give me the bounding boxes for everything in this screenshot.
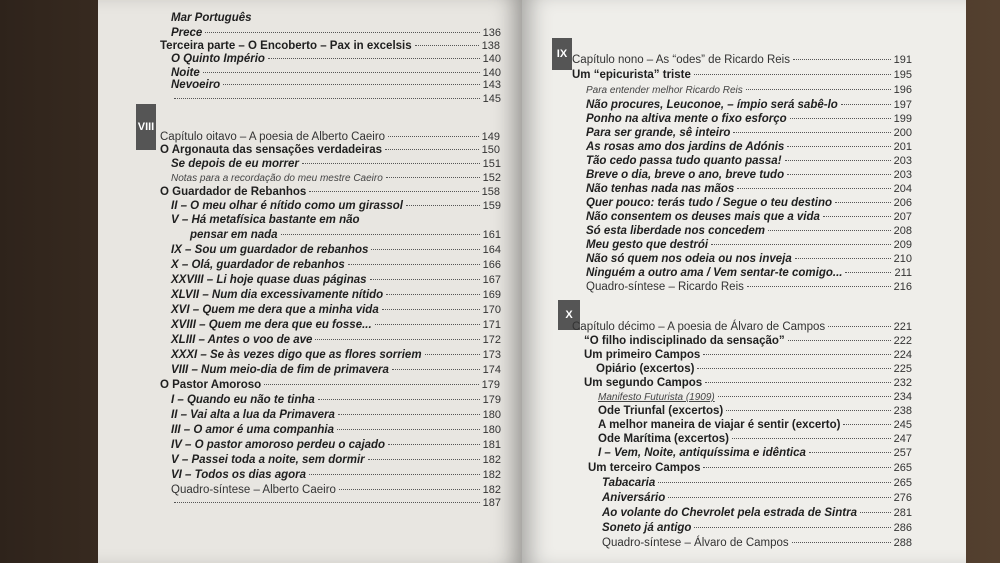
toc-entry [586,182,912,196]
toc-entry [602,536,912,550]
toc-entry [588,461,912,475]
toc-entry [171,243,501,257]
toc-entry [171,496,501,510]
dot-leader [793,59,891,60]
dot-leader [309,474,480,475]
toc-entry [171,453,501,467]
dot-leader [788,340,891,341]
toc-page-number: 265 [893,477,912,489]
chapter-badge-ix: IX [552,38,572,70]
toc-page-number: 145 [482,93,501,105]
right-page [522,0,966,563]
toc-page-number: 197 [893,99,912,111]
toc-entry-title: X – Olá, guardador de rebanhos [171,259,345,271]
dot-leader [843,424,890,425]
toc-entry-title: Quadro-síntese – Alberto Caeiro [171,484,336,496]
dot-leader [368,459,480,460]
dot-leader [747,286,891,287]
toc-entry [598,404,912,418]
toc-entry-title: Um segundo Campos [584,377,703,389]
toc-entry [602,506,912,520]
dot-leader [406,205,480,206]
toc-page-number: 166 [482,259,501,271]
toc-entry-title: I – Quando eu não te tinha [171,394,315,406]
toc-entry-title: A melhor maneira de viajar é sentir (excerto) [598,419,841,431]
toc-entry-title: VI – Todos os dias agora [171,469,307,481]
dot-leader [388,136,479,137]
toc-entry [586,238,912,252]
toc-page-number: 143 [482,79,501,91]
toc-page-number: 159 [482,200,501,212]
dot-leader [382,309,480,310]
toc-entry-title: Manifesto Futurista (1909) [598,392,715,403]
dot-leader [790,118,891,119]
toc-page-number: 195 [893,69,912,81]
dot-leader [787,174,891,175]
toc-entry-title: XXVIII – Li hoje quase duas páginas [171,274,367,286]
toc-page-number: 209 [893,239,912,251]
dot-leader [718,396,891,397]
toc-page-number: 150 [481,144,500,156]
toc-page-number: 170 [482,304,501,316]
toc-entry [602,521,912,535]
toc-page-number: 257 [893,447,912,459]
toc-entry-title: Mar Português [171,12,252,24]
toc-entry-title: XXXI – Se às vezes digo que as flores sorriem [171,349,422,361]
toc-entry [171,213,360,227]
toc-entry-title: Um terceiro Campos [588,462,701,474]
toc-entry-title: II – O meu olhar é nítido como um girassol [171,200,403,212]
toc-page-number: 179 [482,394,501,406]
dot-leader [733,132,890,133]
toc-page-number: 222 [893,335,912,347]
toc-page-number: 216 [893,281,912,293]
toc-entry-title: Para entender melhor Ricardo Reis [586,85,743,96]
toc-page-number: 196 [893,84,912,96]
toc-entry-title: Um “epicurista” triste [572,69,691,81]
toc-entry-title: Capítulo décimo – A poesia de Álvaro de Campos [572,321,826,333]
toc-entry [598,418,912,432]
toc-page-number: 152 [482,172,501,184]
toc-page-number: 208 [893,225,912,237]
toc-page-number: 286 [893,522,912,534]
dot-leader [792,542,891,543]
toc-entry-title: Para ser grande, sê inteiro [586,127,731,139]
toc-entry-title: “O filho indisciplinado da sensação” [584,335,785,347]
toc-page-number: 138 [481,40,500,52]
toc-page-number: 167 [482,274,501,286]
toc-page-number: 232 [893,377,912,389]
toc-entry-title: Quadro-síntese – Álvaro de Campos [602,537,789,549]
dot-leader [315,339,479,340]
toc-entry-title: Tabacaria [602,477,656,489]
toc-entry-title: I – Vem, Noite, antiquíssima e idêntica [598,447,806,459]
toc-entry-title: Nevoeiro [171,79,221,91]
toc-entry-title: Só esta liberdade nos concedem [586,225,765,237]
toc-entry-title: II – Vai alta a lua da Primavera [171,409,335,421]
toc-entry [171,318,501,332]
toc-entry-title: O Argonauta das sensações verdadeiras [160,144,383,156]
dot-leader [386,177,480,178]
dot-leader [694,527,890,528]
toc-entry-title: Não procures, Leuconoe, – ímpio será sabê-lo [586,99,838,111]
toc-page-number: 224 [893,349,912,361]
toc-page-number: 180 [482,424,501,436]
toc-page-number: 182 [482,454,501,466]
toc-entry-title: Soneto já antigo [602,522,692,534]
dot-leader [694,74,891,75]
toc-entry [171,333,501,347]
toc-entry-title: XLVII – Num dia excessivamente nítido [171,289,384,301]
toc-page-number: 180 [482,409,501,421]
toc-page-number: 276 [893,492,912,504]
toc-entry-title: V – Passei toda a noite, sem dormir [171,454,365,466]
toc-page-number: 164 [482,244,501,256]
toc-page-number: 151 [482,158,501,170]
dot-leader [302,163,480,164]
dot-leader [845,272,891,273]
toc-page-number: 210 [893,253,912,265]
toc-entry-title: Se depois de eu morrer [171,158,299,170]
toc-page-number: 191 [893,54,912,66]
dot-leader [835,202,891,203]
toc-entry-title: Ao volante do Chevrolet pela estrada de Sintra [602,507,857,519]
toc-entry [586,112,912,126]
toc-entry-title: As rosas amo dos jardins de Adónis [586,141,785,153]
toc-entry-title: Breve o dia, breve o ano, breve tudo [586,169,785,181]
toc-entry [584,376,912,390]
chapter-badge-viii: VIII [136,104,156,150]
toc-entry [598,446,912,460]
toc-page-number: 149 [481,131,500,143]
toc-entry [171,423,501,437]
toc-page-number: 179 [481,379,500,391]
toc-entry-title: Meu gesto que destrói [586,239,709,251]
toc-entry [572,320,912,334]
toc-entry [171,78,501,92]
toc-entry-title: O Guardador de Rebanhos [160,186,307,198]
toc-page-number: 182 [482,484,501,496]
toc-page-number: 211 [894,267,912,279]
dot-leader [828,326,890,327]
toc-entry-title: Ode Marítima (excertos) [598,433,730,445]
dot-leader [392,369,480,370]
toc-page-number: 182 [482,469,501,481]
toc-entry [171,273,501,287]
dot-leader [697,368,890,369]
toc-entry [572,53,912,67]
toc-page-number: 199 [893,113,912,125]
toc-entry [171,363,501,377]
toc-entry [586,280,912,294]
toc-entry-title: Opiário (excertos) [596,363,695,375]
toc-entry-title: IX – Sou um guardador de rebanhos [171,244,369,256]
toc-entry [171,11,252,25]
toc-entry [160,39,500,53]
toc-page-number: 203 [893,169,912,181]
dot-leader [348,264,480,265]
toc-entry-title: Tão cedo passa tudo quanto passa! [586,155,782,167]
toc-page-number: 206 [893,197,912,209]
toc-page-number: 187 [482,497,501,509]
toc-entry [160,185,500,199]
dot-leader [703,354,890,355]
toc-entry [160,378,500,392]
toc-page-number: 169 [482,289,501,301]
toc-entry [171,393,501,407]
toc-entry [598,390,912,405]
toc-entry-title: Capítulo nono – As “odes” de Ricardo Reis [572,54,790,66]
toc-entry [586,83,912,98]
toc-entry-title: Quadro-síntese – Ricardo Reis [586,281,744,293]
dot-leader [375,324,480,325]
dot-leader [337,429,480,430]
toc-entry-title: pensar em nada [190,229,278,241]
toc-page-number: 201 [893,141,912,153]
toc-entry-title: Noite [171,67,200,79]
dot-leader [174,98,480,99]
toc-entry [586,98,912,112]
toc-entry-title: Ode Triunfal (excertos) [598,405,724,417]
dot-leader [339,489,480,490]
toc-entry [586,140,912,154]
toc-page-number: 161 [482,229,501,241]
dot-leader [705,382,890,383]
toc-entry-title: III – O amor é uma companhia [171,424,334,436]
toc-entry-title: Prece [171,27,203,39]
dot-leader [174,502,480,503]
toc-entry [572,68,912,82]
dot-leader [823,216,891,217]
toc-entry [586,126,912,140]
dot-leader [726,410,890,411]
toc-entry [171,199,501,213]
toc-page-number: 245 [893,419,912,431]
toc-entry [171,288,501,302]
toc-page-number: 203 [893,155,912,167]
dot-leader [795,258,891,259]
toc-entry-title: O Pastor Amoroso [160,379,262,391]
toc-page-number: 172 [482,334,501,346]
dot-leader [371,249,479,250]
toc-entry-title: Não só quem nos odeia ou nos inveja [586,253,792,265]
toc-entry [171,157,501,171]
dot-leader [309,191,478,192]
dot-leader [415,45,479,46]
toc-entry [160,130,500,144]
dot-leader [205,32,479,33]
toc-page-number: 288 [893,537,912,549]
toc-entry [586,266,912,280]
dot-leader [386,294,479,295]
dot-leader [425,354,480,355]
toc-entry [596,362,912,376]
toc-page-number: 234 [893,391,912,403]
toc-page-number: 181 [482,439,501,451]
toc-page-number: 247 [893,433,912,445]
toc-entry [171,171,501,186]
toc-page-number: 200 [893,127,912,139]
toc-entry-title: Ponho na altiva mente o fixo esforço [586,113,787,125]
toc-entry [586,210,912,224]
toc-page-number: 140 [482,53,501,65]
toc-entry-title: VIII – Num meio-dia de fim de primavera [171,364,389,376]
toc-entry [160,143,500,157]
toc-entry [171,348,501,362]
dot-leader [732,438,891,439]
toc-entry [586,196,912,210]
toc-entry-title: Não consentem os deuses mais que a vida [586,211,820,223]
toc-entry [586,154,912,168]
toc-entry-title: Notas para a recordação do meu mestre Caeiro [171,173,383,184]
toc-entry [602,476,912,490]
dot-leader [711,244,891,245]
toc-entry [171,92,501,106]
toc-entry-title: Aniversário [602,492,666,504]
toc-entry [586,252,912,266]
dot-leader [658,482,890,483]
chapter-badge-x: X [558,300,580,330]
toc-entry-title: Quer pouco: terás tudo / Segue o teu destino [586,197,832,209]
toc-entry [598,432,912,446]
dot-leader [787,146,890,147]
dot-leader [223,84,479,85]
toc-entry-title: Terceira parte – O Encoberto – Pax in excelsis [160,40,412,52]
dot-leader [785,160,891,161]
toc-entry [171,468,501,482]
toc-entry [171,52,501,66]
toc-page-number: 136 [482,27,501,39]
toc-page-number: 207 [893,211,912,223]
dot-leader [370,279,480,280]
toc-page-number: 171 [482,319,501,331]
dot-leader [668,497,890,498]
toc-entry [602,491,912,505]
toc-entry [584,348,912,362]
toc-page-number: 281 [893,507,912,519]
toc-entry-title: Ninguém a outro ama / Vem sentar-te comigo... [586,267,843,279]
toc-page-number: 265 [893,462,912,474]
toc-entry [171,438,501,452]
dot-leader [281,234,480,235]
dot-leader [737,188,890,189]
dot-leader [264,384,478,385]
toc-entry-title: XVI – Quem me dera que a minha vida [171,304,379,316]
toc-page-number: 221 [893,321,912,333]
toc-entry [190,228,501,242]
toc-entry [171,408,501,422]
dot-leader [809,452,891,453]
dot-leader [203,72,480,73]
toc-entry [586,224,912,238]
toc-entry-title: V – Há metafísica bastante em não [171,214,360,226]
left-page [98,0,522,563]
toc-page-number: 140 [482,67,501,79]
toc-page-number: 204 [893,183,912,195]
dot-leader [318,399,480,400]
toc-entry [171,303,501,317]
dot-leader [268,58,480,59]
toc-entry-title: XLIII – Antes o voo de ave [171,334,313,346]
toc-entry [171,258,501,272]
dot-leader [860,512,891,513]
toc-page-number: 174 [482,364,501,376]
toc-entry [171,26,501,40]
toc-page-number: 173 [482,349,501,361]
toc-entry [171,483,501,497]
toc-page-number: 238 [893,405,912,417]
toc-entry-title: Não tenhas nada nas mãos [586,183,735,195]
dot-leader [388,444,480,445]
toc-entry-title: XVIII – Quem me dera que eu fosse... [171,319,372,331]
toc-page-number: 225 [893,363,912,375]
dot-leader [746,89,891,90]
toc-entry-title: Capítulo oitavo – A poesia de Alberto Caeiro [160,131,386,143]
toc-entry-title: O Quinto Império [171,53,265,65]
dot-leader [338,414,480,415]
dot-leader [385,149,479,150]
dot-leader [703,467,890,468]
toc-page-number: 158 [481,186,500,198]
dot-leader [841,104,891,105]
toc-entry-title: IV – O pastor amoroso perdeu o cajado [171,439,386,451]
toc-entry [584,334,912,348]
toc-entry-title: Um primeiro Campos [584,349,701,361]
dot-leader [768,230,891,231]
toc-entry [586,168,912,182]
